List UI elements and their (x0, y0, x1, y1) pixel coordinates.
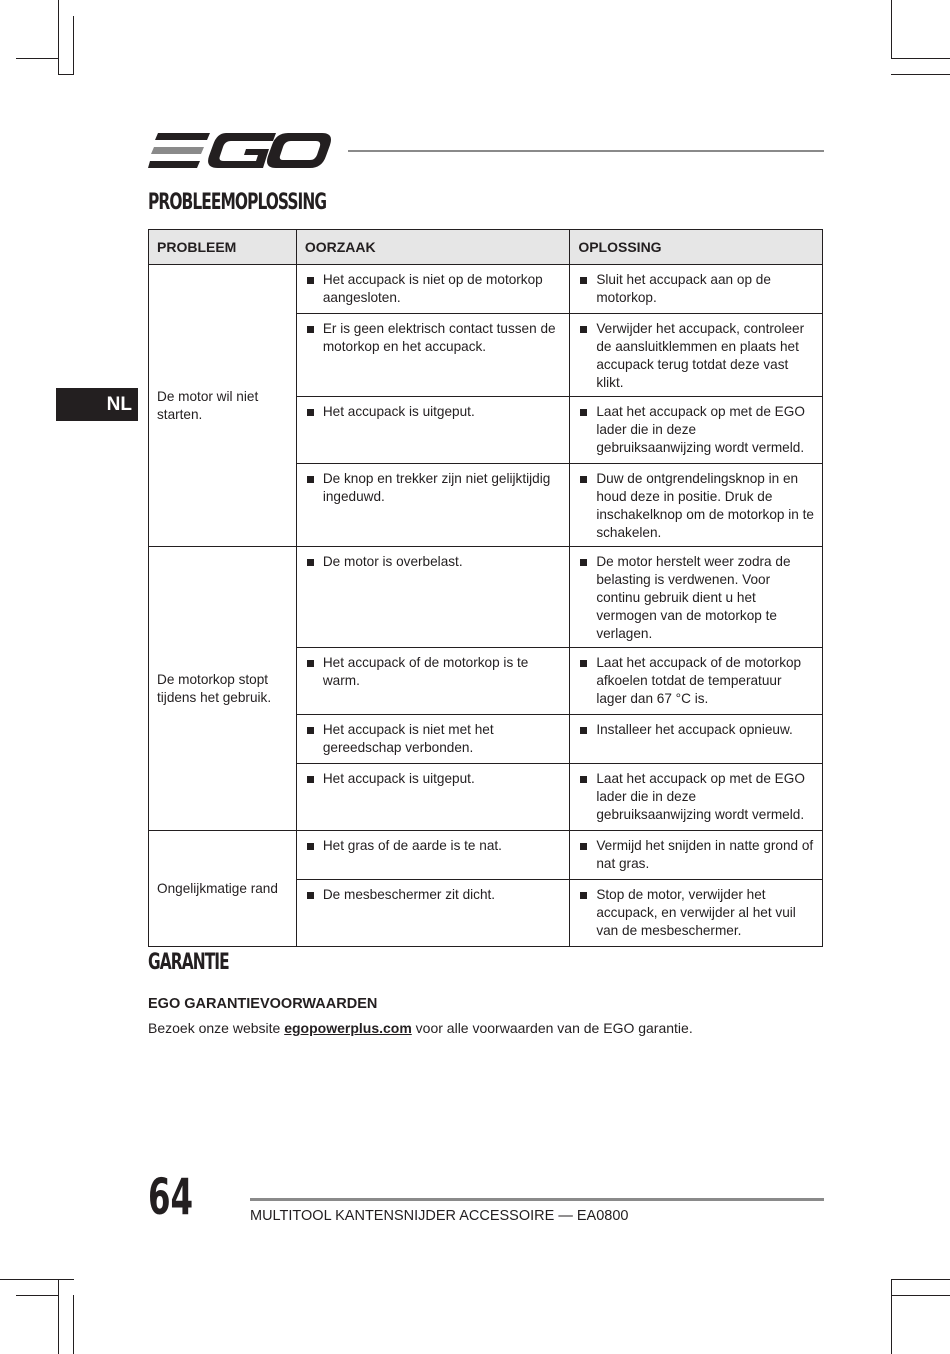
bullet-icon (307, 326, 314, 333)
cause-cell (296, 831, 569, 880)
solution-text: Vermijd het snijden in natte grond of nat gras. (596, 838, 814, 871)
crop-mark (73, 1295, 74, 1354)
column-header-solution: OPLOSSING (570, 230, 823, 265)
solution-text: De motor herstelt weer zodra de belasting is verdwenen. Voor continu gebruik dient u het vermogen van de motorkop te verlagen. (596, 554, 791, 641)
website-link[interactable]: egopowerplus.com (284, 1020, 412, 1036)
solution-cell (570, 648, 823, 715)
solution-text: Stop de motor, verwijder het accupack, en verwijder al het vuil van de mesbeschermer. (596, 887, 796, 938)
crop-mark (891, 58, 950, 59)
column-header-problem: PROBLEEM (149, 230, 297, 265)
footer-doc-title: MULTITOOL KANTENSNIJDER ACCESSOIRE — EA0800 (250, 1208, 629, 1224)
cause-cell (296, 547, 569, 648)
solution-text: Verwijder het accupack, controleer de aansluitklemmen en plaats het accupack terug totdat deze vast klikt. (596, 321, 805, 390)
solution-text: Laat het accupack of de motorkop afkoelen totdat de temperatuur lager dan 67 °C is. (596, 655, 802, 706)
column-header-cause: OORZAAK (296, 230, 569, 265)
solution-text: Laat het accupack op met de EGO lader die in deze gebruiksaanwijzing wordt vermeld. (596, 771, 805, 822)
cause-text: Het gras of de aarde is te nat. (322, 838, 502, 853)
table-row (149, 265, 823, 314)
cause-text: Er is geen elektrisch contact tussen de motorkop en het accupack. (322, 321, 556, 354)
bullet-icon (307, 660, 314, 667)
bullet-icon (307, 727, 314, 734)
cause-cell (296, 880, 569, 947)
solution-text: Sluit het accupack aan op de motorkop. (596, 272, 771, 305)
bullet-icon (580, 660, 587, 667)
solution-cell (570, 314, 823, 397)
table-row (149, 547, 823, 648)
cause-text: Het accupack is niet op de motorkop aangesloten. (322, 272, 543, 305)
solution-text: Installeer het accupack opnieuw. (596, 722, 793, 737)
problem-cell: Ongelijkmatige rand (149, 831, 297, 947)
cause-text: De knop en trekker zijn niet gelijktijdig ingeduwd. (322, 471, 551, 504)
bullet-icon (307, 277, 314, 284)
warranty-text-after: voor alle voorwaarden van de EGO garantie. (411, 1020, 693, 1036)
table-header-row (149, 230, 823, 265)
solution-cell (570, 880, 823, 947)
troubleshooting-title: PROBLEEMOPLOSSING (148, 190, 327, 215)
bullet-icon (580, 843, 587, 850)
solution-cell (570, 265, 823, 314)
cause-cell (296, 265, 569, 314)
solution-cell (570, 764, 823, 831)
solution-text: Duw de ontgrendelingsknop in en houd deze in positie. Druk de inschakelknop om de motorkop in te schakelen. (596, 471, 814, 540)
problem-cell: De motorkop stopt tijdens het gebruik. (149, 547, 297, 831)
bullet-icon (580, 326, 587, 333)
crop-mark (891, 74, 950, 75)
header-rule (348, 150, 824, 152)
cause-text: Het accupack is niet met het gereedschap verbonden. (322, 722, 494, 755)
footer-rule (250, 1198, 824, 1201)
bullet-icon (580, 559, 587, 566)
solution-cell (570, 464, 823, 547)
bullet-icon (580, 409, 587, 416)
crop-mark (891, 0, 892, 58)
bullet-icon (307, 476, 314, 483)
warranty-text (148, 1020, 693, 1036)
language-tab: NL (56, 388, 138, 421)
cause-text: Het accupack is uitgeput. (322, 404, 475, 419)
crop-mark (58, 0, 59, 75)
bullet-icon (580, 727, 587, 734)
solution-cell (570, 397, 823, 464)
cause-text: Het accupack is uitgeput. (322, 771, 475, 786)
cause-cell (296, 764, 569, 831)
warranty-text-before: Bezoek onze website (148, 1020, 285, 1036)
crop-mark (891, 1279, 950, 1280)
solution-text: Laat het accupack op met de EGO lader die in deze gebruiksaanwijzing wordt vermeld. (596, 404, 805, 455)
ego-logo (148, 128, 332, 174)
cause-cell (296, 397, 569, 464)
crop-mark (891, 1279, 892, 1354)
cause-text: De mesbeschermer zit dicht. (322, 887, 496, 902)
cause-text: Het accupack of de motorkop is te warm. (322, 655, 529, 688)
bullet-icon (307, 843, 314, 850)
crop-mark (16, 58, 58, 59)
bullet-icon (580, 892, 587, 899)
crop-mark (16, 1295, 58, 1296)
crop-mark (58, 1279, 59, 1354)
troubleshooting-table (148, 229, 823, 947)
table-row (149, 831, 823, 880)
warranty-subtitle: EGO GARANTIEVOORWAARDEN (148, 996, 378, 1012)
crop-mark (0, 1279, 74, 1280)
crop-mark (73, 16, 74, 74)
cause-cell (296, 464, 569, 547)
cause-cell (296, 314, 569, 397)
solution-cell (570, 715, 823, 764)
crop-mark (58, 74, 74, 75)
cause-text: De motor is overbelast. (322, 554, 463, 569)
bullet-icon (307, 776, 314, 783)
cause-cell (296, 715, 569, 764)
solution-cell (570, 831, 823, 880)
bullet-icon (307, 409, 314, 416)
warranty-title: GARANTIE (148, 950, 229, 975)
bullet-icon (307, 559, 314, 566)
bullet-icon (580, 776, 587, 783)
bullet-icon (580, 476, 587, 483)
page-number: 64 (148, 1168, 194, 1226)
bullet-icon (307, 892, 314, 899)
crop-mark (891, 1295, 950, 1296)
problem-cell: De motor wil niet starten. (149, 265, 297, 547)
solution-cell (570, 547, 823, 648)
bullet-icon (580, 277, 587, 284)
cause-cell (296, 648, 569, 715)
